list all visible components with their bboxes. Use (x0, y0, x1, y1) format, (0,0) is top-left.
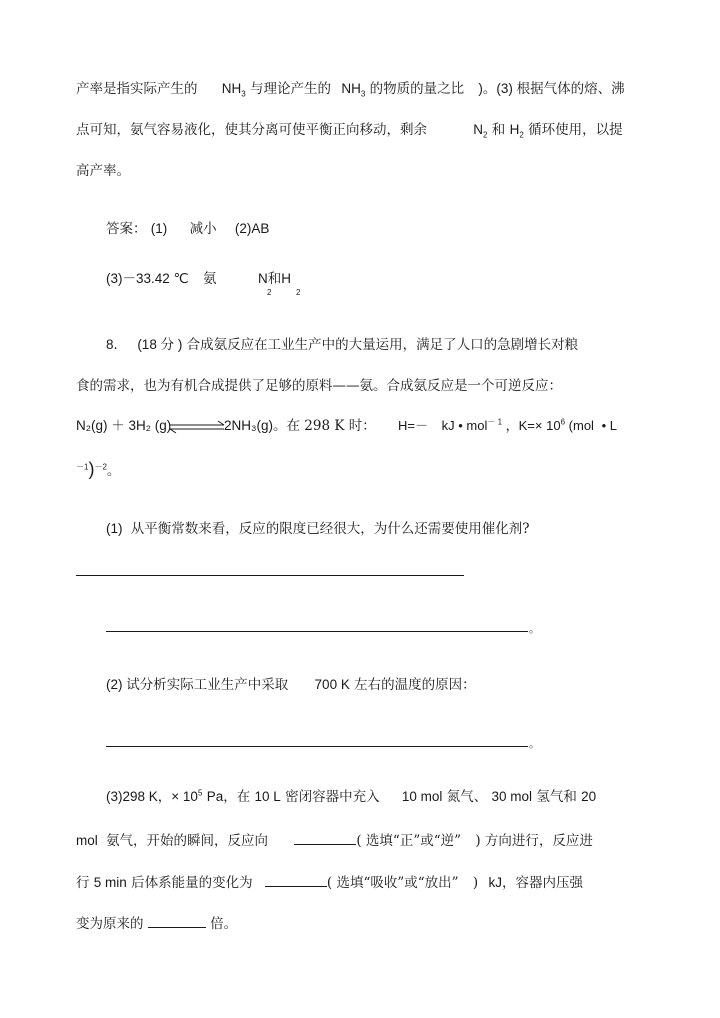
superscript: －1 (76, 462, 89, 472)
text: 产率是指实际产生的 (76, 81, 198, 97)
text: (3)298 K，× 10 (106, 789, 198, 804)
text: ) (472, 875, 479, 891)
subscript: 2 (519, 130, 524, 140)
text: 倍。 (210, 916, 238, 932)
text: ( 选填“吸收”或“放出” (326, 875, 459, 891)
volume: 10 L (254, 789, 281, 804)
q8-line1 (106, 336, 578, 354)
answer-line-1b[interactable] (106, 631, 528, 632)
equation-right: 2NH₃(g) (224, 418, 274, 433)
equation-left: N₂(g) ＋ 3H₂ (g) (76, 418, 172, 433)
equilibrium-constant: ，K=× 10 (505, 418, 561, 433)
text: 和 (491, 122, 506, 138)
para1-line1 (76, 80, 625, 98)
text: 点可知，氨气容易液化，使其分离可使平衡正向移动，剩余 (76, 122, 427, 138)
answer-part1: (1) (150, 221, 168, 236)
equilibrium-arrow-icon (168, 420, 226, 434)
q8-equation-right (224, 417, 376, 435)
text: ) 方向进行，反应进 (475, 833, 593, 849)
answer-line2 (106, 270, 217, 288)
answer-blank-energy[interactable] (265, 872, 327, 887)
units: • L (601, 418, 617, 433)
text: 。 (106, 463, 121, 479)
formula-n2: N (473, 122, 484, 137)
period: 。 (529, 737, 540, 750)
q8-sub2 (106, 676, 476, 694)
question-score: (18 分 ) (137, 337, 183, 352)
text: 后体系能量的变化为 (131, 875, 253, 891)
answer-line-2[interactable] (106, 746, 528, 747)
text: ( 选填“正”或“逆” (356, 833, 462, 849)
answer-n2-h2 (258, 270, 291, 288)
question-number: 8． (106, 337, 128, 352)
superscript: 5 (197, 788, 203, 798)
units: kJ • mol (441, 418, 488, 433)
q8-line4 (76, 460, 120, 480)
subscript: 2 (483, 130, 488, 140)
subscript: 3 (360, 89, 366, 99)
period: 。 (529, 622, 540, 635)
q8-sub3-line4 (76, 913, 237, 933)
answer-part1-value: 减小 (189, 221, 217, 237)
q8-sub3-line1 (106, 788, 596, 806)
answer-blank-direction[interactable] (294, 830, 356, 845)
formula-nh3: NH (221, 81, 242, 96)
text: 的物质的量之比 (369, 81, 465, 97)
paren: ) (88, 459, 95, 479)
text: 密闭容器中充入 (285, 789, 380, 805)
para1-line3: 高产率。 (76, 163, 130, 179)
text: 左右的温度的原因： (354, 677, 476, 693)
q8-sub3-line3 (76, 872, 583, 892)
answer-part3: (3)－33.42 ℃ (106, 271, 189, 286)
amount: 20 (581, 789, 597, 804)
subscript: 2 (267, 288, 272, 297)
text: 和 (267, 271, 282, 287)
text: 从平衡常数来看，反应的限度已经很大，为什么还需要使用催化剂? (130, 521, 530, 537)
text: 合成氨反应在工业生产中的大量运用，满足了人口的急剧增长对粮 (186, 337, 579, 353)
text: )。(3) 根据气体的熔、沸 (478, 81, 625, 96)
text: 氨气，开始的瞬间，反应向 (106, 833, 269, 849)
text: 与理论产生的 (250, 81, 332, 97)
q8-constants (398, 417, 617, 435)
enthalpy: H=－ (398, 418, 428, 433)
text: 氨 (203, 271, 217, 287)
text: 行 (76, 875, 90, 891)
answer-part2: (2)AB (234, 221, 270, 236)
text: Pa，在 (206, 789, 251, 804)
para1-line2 (76, 121, 623, 139)
sub-label: (1) (106, 521, 123, 536)
sub-label: (2) 试分析实际工业生产中采取 (106, 677, 289, 692)
formula-nh3: NH (341, 81, 361, 96)
formula-n: N (258, 271, 268, 286)
q8-equation (76, 417, 171, 435)
answer-blank-pressure[interactable] (148, 913, 206, 928)
text: 氮气、 (446, 789, 488, 805)
text: mol (76, 833, 98, 848)
text: 氢气和 (536, 789, 577, 805)
amount: 10 mol (401, 789, 443, 804)
formula-h: H (281, 271, 291, 286)
superscript: －2 (94, 462, 107, 472)
answer-line1 (106, 220, 269, 238)
q8-line2: 食的需求，也为有机合成提供了足够的原料——氨。合成氨反应是一个可逆反应： (76, 378, 562, 394)
answer-line-1a[interactable] (76, 575, 464, 576)
text: 循环使用，以提 (528, 122, 623, 138)
formula-h2: H (509, 122, 520, 137)
text: 。在 298 K 时： (273, 418, 376, 434)
temperature: 700 K (314, 677, 350, 692)
superscript: 6 (560, 417, 566, 427)
answer-label: 答案： (106, 221, 147, 237)
superscript: － 1 (487, 417, 503, 427)
q8-sub3-line2 (76, 830, 593, 850)
amount: 30 mol (491, 789, 533, 804)
q8-sub1 (106, 520, 530, 538)
text: 变为原来的 (76, 916, 144, 932)
time: 5 min (93, 875, 127, 890)
text: kJ，容器内压强 (488, 875, 583, 890)
subscript: 3 (241, 89, 246, 99)
subscript: 2 (296, 288, 301, 297)
units: (mol (568, 418, 594, 433)
